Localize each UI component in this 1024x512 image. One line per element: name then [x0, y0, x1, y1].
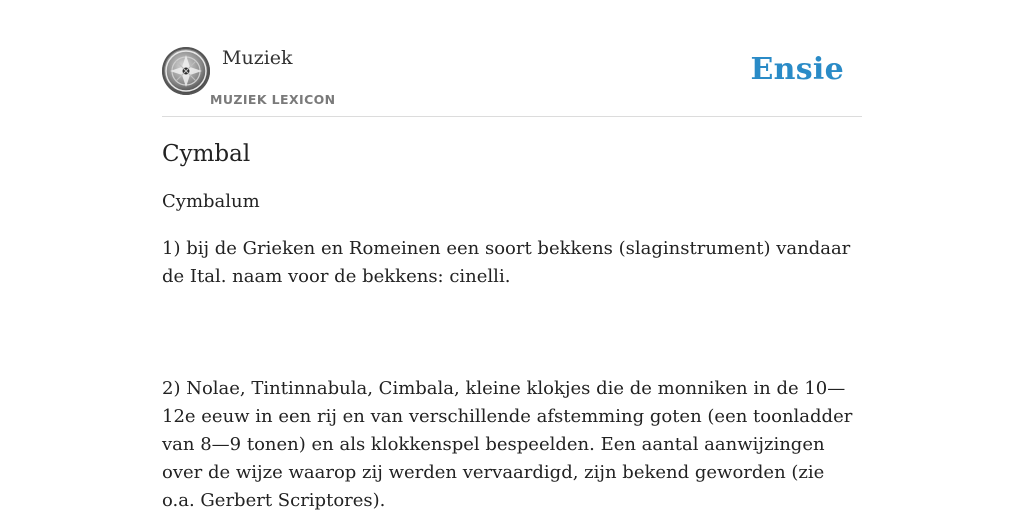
- article-paragraph-1: 1) bij de Grieken en Romeinen een soort bekkens (slaginstrument) vandaar de Ital. naam voor de bekkens: cinelli.: [162, 238, 851, 287]
- article-title: Cymbal: [162, 141, 251, 167]
- article-subtitle: Cymbalum: [162, 191, 260, 212]
- site-subtitle[interactable]: MUZIEK LEXICON: [210, 92, 336, 107]
- site-name[interactable]: Muziek: [222, 47, 293, 69]
- brand-logo[interactable]: Ensie: [750, 52, 844, 87]
- article: [162, 136, 862, 512]
- article-paragraph-2: 2) Nolae, Tintinnabula, Cimbala, kleine klokjes die de monniken in de 10—12e eeuw in een rij en van verschillende afstemming goten (een toonladder van 8—9 tonen) en als klokkenspel bespeelden. Een aantal aanwijzingen over de wijze waarop zij werden vervaardigd, zijn bekend geworden (zie o.a. Gerbert Scriptores).: [162, 378, 853, 511]
- ornament-emblem-icon[interactable]: [162, 47, 210, 95]
- header: [162, 0, 862, 117]
